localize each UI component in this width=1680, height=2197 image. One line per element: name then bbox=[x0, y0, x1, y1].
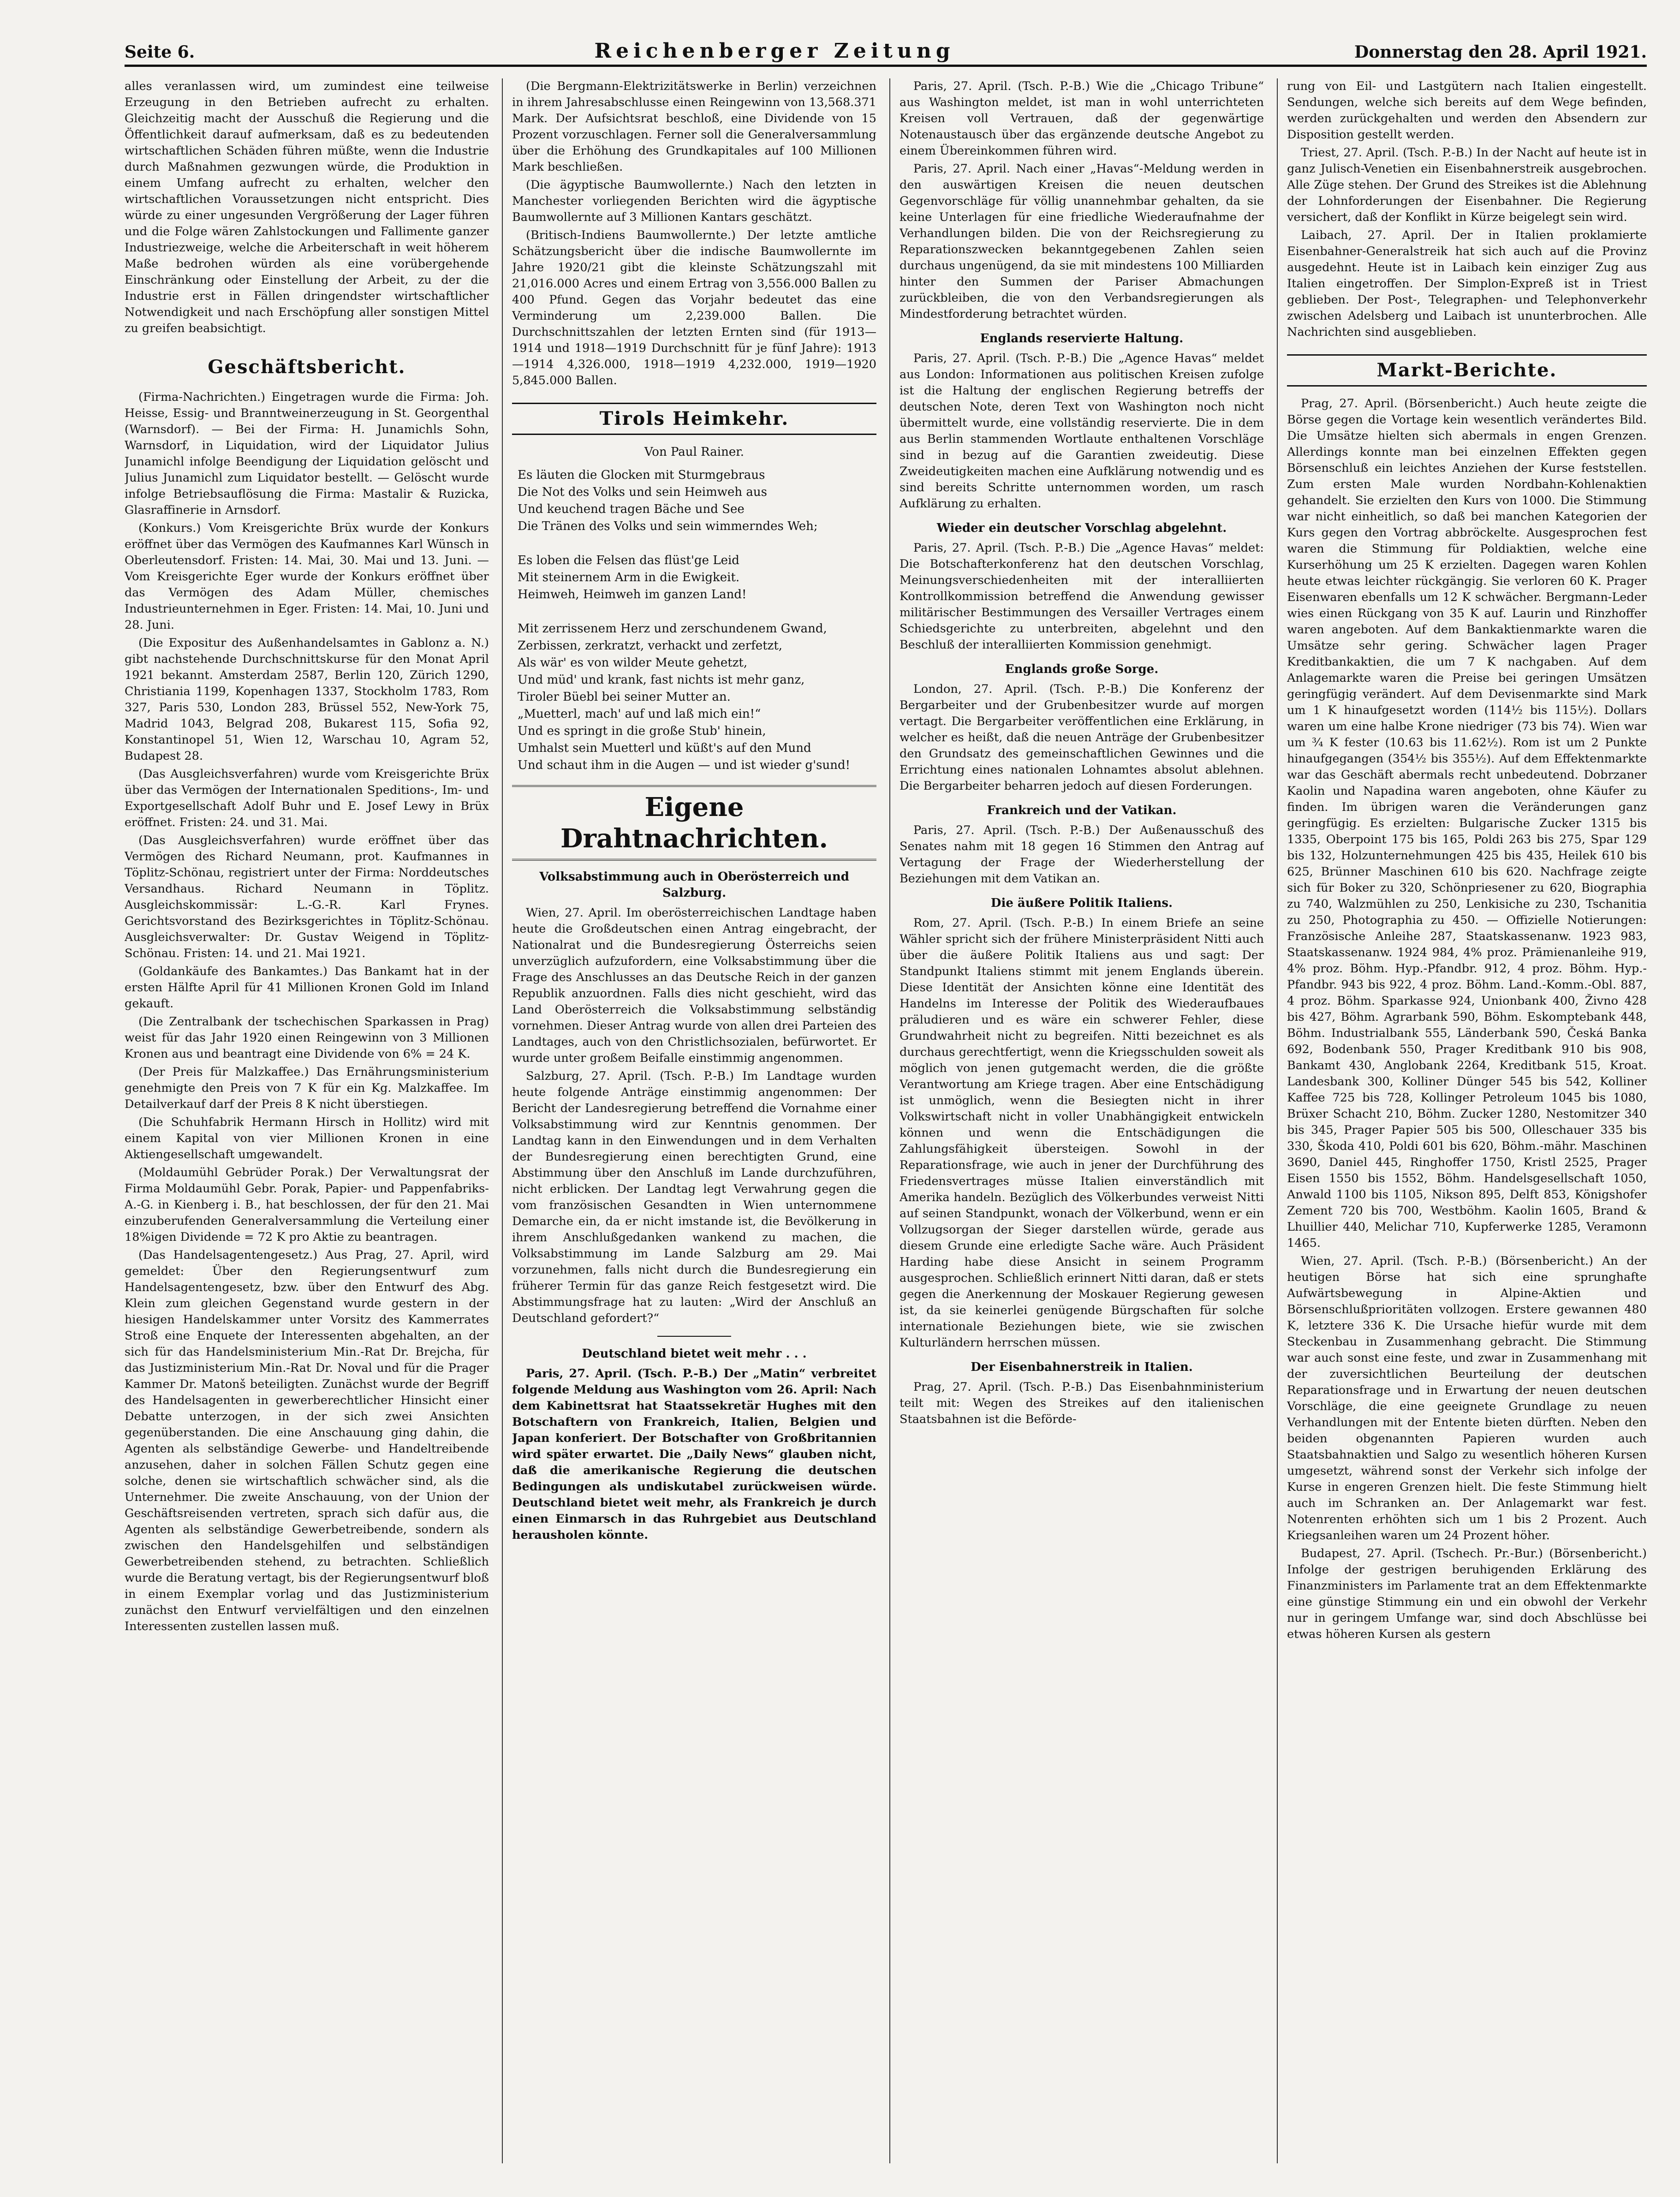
poem-line: Tiroler Büebl bei seiner Mutter an. bbox=[518, 690, 731, 704]
column-1 bbox=[125, 78, 489, 2163]
article-subheading: Volksabstimmung auch in Oberösterreich und Salzburg. bbox=[539, 870, 849, 900]
column-3 bbox=[900, 78, 1264, 2163]
article-paragraph: Triest, 27. April. (Tsch. P.-B.) In der Nacht auf heute ist in ganz Julisch-Venetien ein Eisenbahnerstreik ausgebrochen. Alle Züge stehen. Der Grund des Streikes ist die Ablehnung der Lohnforderungen der Eisenbahner. Die Regierung versichert, daß der Konflikt in Kürze beigelegt sein wird. bbox=[1287, 146, 1647, 224]
poem-line bbox=[518, 603, 876, 620]
poem-line: Es läuten die Glocken mit Sturmgebraus bbox=[518, 468, 765, 482]
news-item: (Goldankäufe des Bankamtes.) Das Bankamt hat in der ersten Hälfte April für 41 Millionen Kronen Gold im Inland gekauft. bbox=[125, 965, 489, 1011]
article-paragraph: Paris, 27. April. (Tsch. P.-B.) Der Außenausschuß des Senates nahm mit 18 gegen 16 Stimmen den Antrag auf Vertagung der Frage der Wiederherstellung der Beziehungen mit dem Vatikan an. bbox=[900, 823, 1264, 886]
poem-line: Die Tränen des Volks und sein wimmerndes Weh; bbox=[518, 519, 818, 533]
news-item: (Die Schuhfabrik Hermann Hirsch in Hollitz) wird mit einem Kapital von vier Millionen Kronen in eine Aktiengesellschaft umgewandelt. bbox=[125, 1115, 489, 1161]
news-item: (Firma-Nachrichten.) Eingetragen wurde die Firma: Joh. Heisse, Essig- und Branntweinerzeugung in St. Georgenthal (Warnsdorf). — Bei der Firma: H. Junamichls Sohn, Warnsdorf, in Liquidation, wird der Liquidator Julius Junamichl infolge Beendigung der Liquidation gelöscht und Julius Junamichl zum Liquidator bestellt. — Gelöscht wurde infolge Betriebsauflösung die Firma: Mastalir & Ruzicka, Glasraffinerie in Arnsdorf. bbox=[125, 390, 489, 517]
article-paragraph: Laibach, 27. April. Der in Italien proklamierte Eisenbahner-Generalstreik hat sich auch auf die Provinz ausgedehnt. Heute ist in Laibach kein einziger Zug aus Italien eingetroffen. Der Simplon-Expreß ist in Triest geblieben. Der Post-, Telegraphen- und Telephonverkehr zwischen Adelsberg und Laibach ist ununterbrochen. Alle Nachrichten sind ausgeblieben. bbox=[1287, 228, 1647, 339]
article-subheading: Englands große Sorge. bbox=[1005, 662, 1159, 676]
news-item: (Das Handelsagentengesetz.) Aus Prag, 27. April, wird gemeldet: Über den Regierungsentwurf zum Handelsagentengesetz, bzw. über den Entwurf des Abg. Klein zum gleichen Gegenstand wurde gestern in der hiesigen Handelskammer unter Vorsitz des Kammerrates Stroß eine Enquete der Interessenten abgehalten, an der sich für das Handelsministerium Min.-Rat Dr. Brejcha, für das Justizministerium Min.-Rat Dr. Noval und für die Prager Kammer Dr. Matonš beteiligten. Zunächst wurde der Begriff des Handelsagenten in gewerberechtlicher Hinsicht einer Debatte unterzogen, in der sich zwei Ansichten gegenüberstanden. Die eine Anschauung ging dahin, die Agenten als selbständige Gewerbe- und Handeltreibende anzusehen, daher in solchen Fällen Schutz gegen eine solche, denen sie wirtschaftlich schwächer sind, als die Unternehmer. Die zweite Anschauung, von der Union der Geschäftsreisenden vertreten, sprach sich dafür aus, die Agenten als selbständige Gewerbetreibende, sondern als zwischen den Handelsgehilfen und selbständigen Gewerbetreibenden stehend, zu betrachten. Schließlich wurde die Beratung vertagt, bis der Regierungsentwurf bloß in einem Exemplar vorlag und das Justizministerium zunächst den Entwurf vervielfältigen und den einzelnen Interessenten zustellen lassen muß. bbox=[125, 1248, 489, 1633]
news-item: (Die Expositur des Außenhandelsamtes in Gablonz a. N.) gibt nachstehende Durchschnittskurse für den Monat April 1921 bekannt. Amsterdam 2587, Berlin 120, Zürich 1290, Christiania 1199, Kopenhagen 1337, Stockholm 1783, Rom 327, Paris 530, London 283, Brüssel 552, New-York 75, Madrid 1043, Belgrad 208, Bukarest 115, Sofia 92, Konstantinopel 51, Wien 12, Warschau 10, Agram 52, Budapest 28. bbox=[125, 636, 489, 763]
poem-line bbox=[518, 535, 876, 552]
article-paragraph: Paris, 27. April. (Tsch. P.-B.) Wie die „Chicago Tribune“ aus Washington meldet, ist man in wohl unterrichteten Kreisen voll Vertrauen, daß der gegenwärtige Notenaustausch über das ergänzende deutsche Angebot zu einem Übereinkommen führen wird. bbox=[900, 79, 1264, 158]
poem-line: Umhalst sein Muetterl und küßt's auf den Mund bbox=[518, 741, 811, 755]
article-subheading: Die äußere Politik Italiens. bbox=[990, 896, 1173, 910]
poem-line: Und müd' und krank, fast nichts ist mehr ganz, bbox=[518, 673, 805, 687]
news-item: (Konkurs.) Vom Kreisgerichte Brüx wurde der Konkurs eröffnet über das Vermögen des Kaufmannes Karl Wünsch in Oberleutensdorf. Fristen: 14. Mai, 30. Mai und 13. Juni. — Vom Kreisgerichte Eger wurde der Konkurs eröffnet über das Vermögen des Adam Müller, chemisches Industrieunternehmen in Eger. Fristen: 14. Mai, 10. Juni und 28. Juni. bbox=[125, 521, 489, 632]
poem-line: Zerbissen, zerkratzt, verhackt und zerfetzt, bbox=[518, 639, 783, 653]
news-item: (Das Ausgleichsverfahren) wurde vom Kreisgerichte Brüx über das Vermögen der Internationalen Speditions-, Im- und Exportgesellschaft Adolf Buhr und E. Josef Lewy in Brüx eröffnet. Fristen: 24. und 31. Mai. bbox=[125, 767, 489, 829]
news-item: (Das Ausgleichsverfahren) wurde eröffnet über das Vermögen des Richard Neumann, prot. Kaufmannes in Töplitz-Schönau, registriert unter der Firma: Norddeutsches Versandhaus. Richard Neumann in Töplitz. Ausgleichskommissär: L.-G.-R. Karl Frynes. Gerichtsvorstand des Bezirksgerichtes in Töplitz-Schönau. Ausgleichsverwalter: Dr. Gustav Weigend in Töplitz-Schönau. Fristen: 14. und 21. Mai 1921. bbox=[125, 834, 489, 960]
column-divider bbox=[1277, 78, 1278, 2163]
article-subheading: Frankreich und der Vatikan. bbox=[987, 804, 1177, 817]
article-paragraph: Rom, 27. April. (Tsch. P.-B.) In einem Briefe an seine Wähler spricht sich der frühere Ministerpräsident Nitti auch über die äußere Politik Italiens aus und sagt: Der Standpunkt Italiens stimmt mit jenem Englands überein. Diese Identität der Ansichten könne eine Identität des Handelns im Interesse der Politik des Wiederaufbaues präludieren und es wäre ein schwerer Fehler, diese Grundwahrheit nicht zu begreifen. Nitti bezeichnet es als durchaus gerechtfertigt, wenn die Kriegsschulden soweit als möglich von jenen gutgemacht werden, die die größte Verantwortung am Kriege tragen. Aber eine Entschädigung ist unmöglich, wenn die Besiegten nicht in ihrer Volkswirtschaft nicht in voller Unabhängigkeit entwickeln können und wenn die Entschädigungen die Zahlungsfähigkeit übersteigen. Sowohl in der Reparationsfrage, wie auch in jener der Durchführung des Friedensvertrages müsse Italien einverständlich mit Amerika handeln. Bezüglich des Völkerbundes verweist Nitti auf seinen Standpunkt, wonach der Völkerbund, wenn er ein Vollzugsorgan der Sieger darstellen würde, gerade aus diesem Grunde eine erledigte Sache wäre. Auch Präsident Harding habe diese Ansicht in seinem Programm ausgesprochen. Schließlich erinnert Nitti daran, daß er stets gegen die Anerkennung der Moskauer Regierung gewesen ist, da sie keinerlei genügende Bürgschaften für solche internationale Beziehungen biete, wie sie zwischen Kulturländern herrschen müssen. bbox=[900, 916, 1264, 1350]
news-item: (Die Zentralbank der tschechischen Sparkassen in Prag) weist für das Jahr 1920 einen Reingewinn von 3 Millionen Kronen aus und beantragt eine Dividende von 6% = 24 K. bbox=[125, 1015, 489, 1061]
section-heading-geschaeftsbericht: Geschäftsbericht. bbox=[208, 356, 406, 378]
poem-line: Mit steinernem Arm in die Ewigkeit. bbox=[518, 571, 740, 584]
page-header bbox=[125, 32, 1647, 67]
market-report: Prag, 27. April. (Börsenbericht.) Auch heute zeigte die Börse gegen die Vortage kein wesentlich verändertes Bild. Die Umsätze hielten sich abermals in engen Grenzen. Allerdings konnte man bei einzelnen Effekten gegen Börsenschluß ein leichtes Anziehen der Kurse feststellen. Zum ersten Male wurden Nordbahn-Kohlenaktien gehandelt. Sie erzielten den Kurs von 1000. Die Stimmung war nicht einheitlich, so daß bei manchen Kategorien der Kurs gegen den Vortrag abbröckelte. Ausgesprochen fest waren die Stimmung für Poldiaktien, welche eine Kurserhöhung um 25 K erzielten. Dagegen waren Kohlen heute etwas leichter rückgängig. Sie verloren 60 K. Prager Eisenwaren ebenfalls um 12 K schwächer. Bergmann-Leder wies einen Rückgang von 35 K auf. Laurin und Rinzhoffer waren angeboten. Auf dem Bankaktienmarkte waren die Umsätze sehr gering. Schwächer lagen Prager Kreditbankaktien, die um 7 K nachgaben. Auf dem Anlagemarkte waren die Preise bei geringen Umsätzen geringfügig verändert. Auf dem Devisenmarkte sind Mark um 1 K hinaufgesetzt worden (114½ bis 115½). Dollars waren um eine halbe Krone niedriger (73 bis 74). Wien war um ¾ K fester (10.63 bis 11.62½). Rom ist um 2 Punkte hinaufgegangen (354½ bis 355½). Auf dem Effektenmarkte war das Geschäft abermals recht unbedeutend. Dobrzaner Kaolin und Napadina waren angeboten, ohne Käufer zu finden. Im übrigen waren die Veränderungen ganz geringfügig. Es erzielten: Bulgarische Zucker 1315 bis 1335, Oberpoint 175 bis 165, Poldi 263 bis 275, Spar 129 bis 132, Holzunternehmungen 425 bis 435, Heilek 610 bis 625, Brünner Maschinen 610 bis 620. Nachfrage zeigte sich für Boker zu 320, Schönpriesener zu 620, Biographia zu 740, Walzmühlen zu 250, Lenkisiche zu 230, Tschanitia zu 250, Photographia zu 450. — Offizielle Notierungen: Französische Anleihe 287, Staatskassenanw. 1923 983, Staatskassenanw. 1924 984, 4% proz. Prämienanleihe 919, 4% proz. Böhm. Hyp.-Pfandbr. 912, 4 proz. Böhm. Hyp.-Pfandbr. 943 bis 922, 4 proz. Böhm. Land.-Komm.-Obl. 887, 4 proz. Böhm. Sparkasse 924, Unionbank 400, Živno 428 bis 427, Böhm. Agrarbank 590, Böhm. Eskomptebank 448, Böhm. Industrialbank 555, Länderbank 590, Česká Banka 692, Bodenbank 550, Prager Kreditbank 910 bis 908, Bankamt 430, Anglobank 2264, Kreditbank 515, Kroat. Landesbank 300, Kolliner Dünger 545 bis 542, Kolliner Kaffee 725 bis 728, Kollinger Petroleum 1045 bis 1080, Brüxer Schacht 210, Böhm. Zucker 1280, Nestomitzer 340 bis 345, Prager Papier 505 bis 500, Olleschauer 335 bis 330, Škoda 410, Poldi 601 bis 620, Böhm.-mähr. Maschinen 3690, Daniel 445, Ringhoffer 1750, Kristl 2525, Prager Eisen 1550 bis 1552, Böhm. Handelsgesellschaft 1050, Anwald 1100 bis 1105, Nikson 895, Delft 853, Königshofer Zement 720 bis 700, Westböhm. Kaolin 1605, Brand & Lhuillier 440, Melichar 710, Kupferwerke 1285, Veramonn 1465. bbox=[1287, 397, 1647, 1250]
poem-line: „Muetterl, mach' auf und laß mich ein!“ bbox=[518, 707, 761, 721]
article-paragraph: Paris, 27. April. Nach einer „Havas“-Meldung werden in den auswärtigen Kreisen die neuen deutschen Gegenvorschläge für völlig unannehmbar gehalten, da sie keine Unterlagen für eine friedliche Wiederaufnahme der Verhandlungen bilden. Die von der Reichsregierung zu Reparationszwecken bekanntgegebenen Zahlen seien durchaus ungenügend, da sie mit mindestens 100 Milliarden hinter den Summen der Pariser Abmachungen zurückbleiben, die von den Verbandsregierungen als Mindestforderung betrachtet würden. bbox=[900, 162, 1264, 321]
column-4 bbox=[1287, 78, 1647, 2163]
article-paragraph: rung von Eil- und Lastgütern nach Italien eingestellt. Sendungen, welche sich bereits auf dem Wege befinden, werden zurückgehalten und werden den Absendern zur Disposition gestellt werden. bbox=[1287, 79, 1647, 142]
column-divider bbox=[502, 78, 503, 2163]
newspaper-title: Reichenberger Zeitung bbox=[594, 39, 955, 63]
news-item: (Britisch-Indiens Baumwollernte.) Der letzte amtliche Schätzungsbericht über die indische Baumwollernte im Jahre 1920/21 gibt die kleinste Schätzungszahl mit 21,016.000 Acres und einem Ertrag von 3,556.000 Ballen zu 400 Pfund. Gegen das Vorjahr bedeutet das eine Verminderung um 2,239.000 Ballen. Die Durchschnittszahlen der letzten Ernten sind (für 1913—1914 und 1918—1919 Durchschnitt für je fünf Jahre): 1913—1914 4,326.000, 1918—1919 4,232.000, 1919—1920 5,845.000 Ballen. bbox=[512, 228, 876, 387]
poem-line: Und schaut ihm in die Augen — und ist wieder g'sund! bbox=[518, 758, 851, 772]
article-paragraph: alles veranlassen wird, um zumindest eine teilweise Erzeugung in den Betrieben aufrecht zu erhalten. Gleichzeitig macht der Ausschuß die Regierung und die Öffentlichkeit darauf aufmerksam, daß es zu bedeutenden wirtschaftlichen Schäden führen müßte, wenn die Industrie durch Maßnahmen gezwungen würde, die Produktion in einem Umfang aufrecht zu erhalten, welcher den wirtschaftlichen Voraussetzungen nicht entspricht. Dies würde zu einer ungesunden Vergrößerung der Lager führen und die Folge wären Zahlstockungen und Fallimente ganzer Industriezweige, welche die Arbeiterschaft in weit höherem Maße bedrohen würden als eine vorübergehende Einschränkung oder Einstellung der Arbeit, zu der die Industrie erst in Fällen dringendster wirtschaftlicher Notwendigkeit und nach Erschöpfung aller sonstigen Mittel zu greifen beabsichtigt. bbox=[125, 79, 489, 335]
column-divider bbox=[889, 78, 890, 2163]
poem-line: Und es springt in die große Stub' hinein, bbox=[518, 724, 766, 738]
article-paragraph: London, 27. April. (Tsch. P.-B.) Die Konferenz der Bergarbeiter und der Grubenbesitzer wurde auf morgen vertagt. Die Bergarbeiter veröffentlichen eine Erklärung, in welcher es heißt, daß die neuen Anträge der Grubenbesitzer den Grundsatz des gemeinschaftlichen Gewinnes und die Errichtung eines nationalen Lohnamtes absolut ablehnen. Die Bergarbeiter beharren jedoch auf diesen Forderungen. bbox=[900, 682, 1264, 793]
issue-date: Donnerstag den 28. April 1921. bbox=[1354, 42, 1647, 62]
page-number: Seite 6. bbox=[125, 42, 195, 62]
news-item: (Die Bergmann-Elektrizitätswerke in Berlin) verzeichnen in ihrem Jahresabschlusse einen Reingewinn von 13,568.371 Mark. Der Aufsichtsrat beschloß, eine Dividende von 15 Prozent vorzuschlagen. Ferner soll die Generalversammlung über die Erhöhung des Grundkapitales auf 100 Millionen Mark beschließen. bbox=[512, 79, 876, 174]
article-subheading: Englands reservierte Haltung. bbox=[980, 332, 1184, 345]
divider bbox=[657, 1336, 731, 1337]
poem-line: Und keuchend tragen Bäche und See bbox=[518, 502, 745, 516]
newspaper-page bbox=[125, 32, 1647, 2177]
article-subheading: Der Eisenbahnerstreik in Italien. bbox=[971, 1360, 1193, 1374]
poem-line: Die Not des Volks und sein Heimweh aus bbox=[518, 485, 768, 499]
poem-line: Als wär' es von wilder Meute gehetzt, bbox=[518, 656, 748, 670]
article-paragraph: Wien, 27. April. Im oberösterreichischen Landtage haben heute die Großdeutschen einen Antrag eingebracht, der Nationalrat und die Bundesregierung Österreichs seien unverzüglich aufzufordern, eine Volksabstimmung über die Frage des Anschlusses an das Deutsche Reich in der ganzen Republik anzuordnen. Falls dies nicht geschieht, wird das Land Oberösterreich die Volksabstimmung selbständig vornehmen. Dieser Antrag wurde von allen drei Parteien des Landtages, auch von den Christlichsozialen, befürwortet. Er wurde unter großem Beifalle einstimmig angenommen. bbox=[512, 906, 876, 1065]
poem-line: Mit zerrissenem Herz und zerschundenem Gwand, bbox=[518, 622, 827, 636]
news-item: (Der Preis für Malzkaffee.) Das Ernährungsministerium genehmigte den Preis von 7 K für ein Kg. Malzkaffee. Im Detailverkauf darf der Preis 8 K nicht überstiegen. bbox=[125, 1065, 489, 1111]
poem-line: Es loben die Felsen das flüst'ge Leid bbox=[518, 554, 739, 567]
article-paragraph: Salzburg, 27. April. (Tsch. P.-B.) Im Landtage wurden heute folgende Anträge einstimmig angenommen: Der Bericht der Landesregierung betreffend die Vornahme einer Volksabstimmung wird zur Kenntnis genommen. Der Landtag kann in den Einwendungen und in dem Verhalten der Bundesregierung einen berechtigten Grund, eine Abstimmung über den Anschluß im Lande durchzuführen, nicht erblicken. Der Landtag legt Verwahrung gegen die vom französischen Gesandten in Wien unternommene Demarche ein, da er nicht imstande ist, die Bevölkerung in ihrem Anschlußgedanken wankend zu machen, die Volksabstimmung im Lande Salzburg am 29. Mai vorzunehmen, falls nicht durch die Bundesregierung ein früherer Termin für das ganze Reich festgesetzt wird. Die Abstimmungsfrage hat zu lauten: „Wird der Anschluß an Deutschland gefordert?“ bbox=[512, 1069, 876, 1325]
news-item: (Die ägyptische Baumwollernte.) Nach den letzten in Manchester vorliegenden Berichten wird die ägyptische Baumwollernte auf 3 Millionen Kantars geschätzt. bbox=[512, 178, 876, 224]
article-paragraph: Paris, 27. April. (Tsch. P.-B.) Der „Matin“ verbreitet folgende Meldung aus Washington vom 26. April: Nach dem Kabinettsrat hat Staatssekretär Hughes mit den Botschaftern von Frankreich, Italien, Belgien und Japan konferiert. Der Botschafter von Großbritannien wird später erwartet. Die „Daily News“ glauben nicht, daß die amerikanische Regierung die deutschen Bedingungen als undiskutabel zurückweisen würde. Deutschland bietet weit mehr, als Frankreich je durch einen Einmarsch in das Ruhrgebiet aus Deutschland herausholen könnte. bbox=[512, 1367, 876, 1542]
poem-author: Von Paul Rainer. bbox=[644, 445, 745, 459]
section-heading-marktberichte: Markt-Berichte. bbox=[1287, 354, 1647, 387]
article-paragraph: Paris, 27. April. (Tsch. P.-B.) Die „Agence Havas“ meldet aus London: Informationen aus politischen Kreisen zufolge ist die Haltung der englischen Regierung betreffs der deutschen Note, deren Text von Washington noch nicht übermittelt wurde, eine vollständig reservierte. Die in dem aus Berlin stammenden Wortlaute enthaltenen Vorschläge sind in bezug auf die Garantien zweideutig. Diese Zweideutigkeiten machen eine Aufklärung notwendig und es sind bereits Schritte unternommen worden, um rasch Aufklärung zu erhalten. bbox=[900, 351, 1264, 511]
market-report: Wien, 27. April. (Tsch. P.-B.) (Börsenbericht.) An der heutigen Börse hat sich eine sprunghafte Aufwärtsbewegung in Alpine-Aktien und Börsenschlußprioritäten vollzogen. Erstere gewannen 480 K, letztere 336 K. Die Ursache hiefür wurde mit dem Steckenbau in Zusammenhang gebracht. Die Stimmung war auch sonst eine feste, und zwar in Zusammenhang mit der zuversichtlichen Beurteilung der deutschen Reparationsfrage und in Erwartung der neuen deutschen Vorschläge, die eine geeignete Grundlage zu neuen Verhandlungen mit der Entente bieten dürften. Neben den beiden obgenannten Papieren wurden auch Staatsbahnaktien und Salgo zu wesentlich höheren Kursen umgesetzt, während sonst der Verkehr sich infolge der Kurse in engeren Grenzen hielt. Die feste Stimmung hielt auch im Schranken an. Der Anlagemarkt war fest. Notenrenten erhöhten sich um 1 bis 2 Prozent. Auch Kriegsanleihen waren um 24 Prozent höher. bbox=[1287, 1254, 1647, 1542]
market-report: Budapest, 27. April. (Tschech. Pr.-Bur.) (Börsenbericht.) Infolge der gestrigen beruhigenden Erklärung des Finanzministers im Parlamente trat an dem Effektenmarkte eine günstige Stimmung ein und ein obwohl der Verkehr nur in geringem Umfange war, sind doch Abschlüsse bei etwas höheren Kursen als gestern bbox=[1287, 1547, 1647, 1641]
article-subheading: Deutschland bietet weit mehr . . . bbox=[582, 1347, 807, 1361]
section-headline-drahtnachrichten: Eigene Drahtnachrichten. bbox=[512, 785, 876, 861]
poem-line: Heimweh, Heimweh im ganzen Land! bbox=[518, 588, 747, 601]
article-paragraph: Paris, 27. April. (Tsch. P.-B.) Die „Agence Havas“ meldet: Die Botschafterkonferenz hat den deutschen Vorschlag, Meinungsverschiedenheiten mit der interalliierten Kontrollkommission betreffend die Anwendung gewisser militärischer Bestimmungen des Versailler Vertrages einem Schiedsgerichte zu unterbreiten, abgelehnt und den Beschluß der interalliierten Kommission genehmigt. bbox=[900, 541, 1264, 652]
column-2 bbox=[512, 78, 876, 2163]
article-subheading: Wieder ein deutscher Vorschlag abgelehnt. bbox=[936, 521, 1227, 535]
news-item: (Moldaumühl Gebrüder Porak.) Der Verwaltungsrat der Firma Moldaumühl Gebr. Porak, Papier- und Pappenfabriks-A.-G. in Kienberg i. B., hat beschlossen, der für den 21. Mai einzuberufenden Generalversammlung die Verteilung einer 18%igen Dividende = 72 K pro Aktie zu beantragen. bbox=[125, 1166, 489, 1244]
article-paragraph: Prag, 27. April. (Tsch. P.-B.) Das Eisenbahnministerium teilt mit: Wegen des Streikes auf den italienischen Staatsbahnen ist die Beförde- bbox=[900, 1380, 1264, 1426]
poem-title: Tirols Heimkehr. bbox=[512, 403, 876, 435]
poem bbox=[518, 467, 876, 774]
